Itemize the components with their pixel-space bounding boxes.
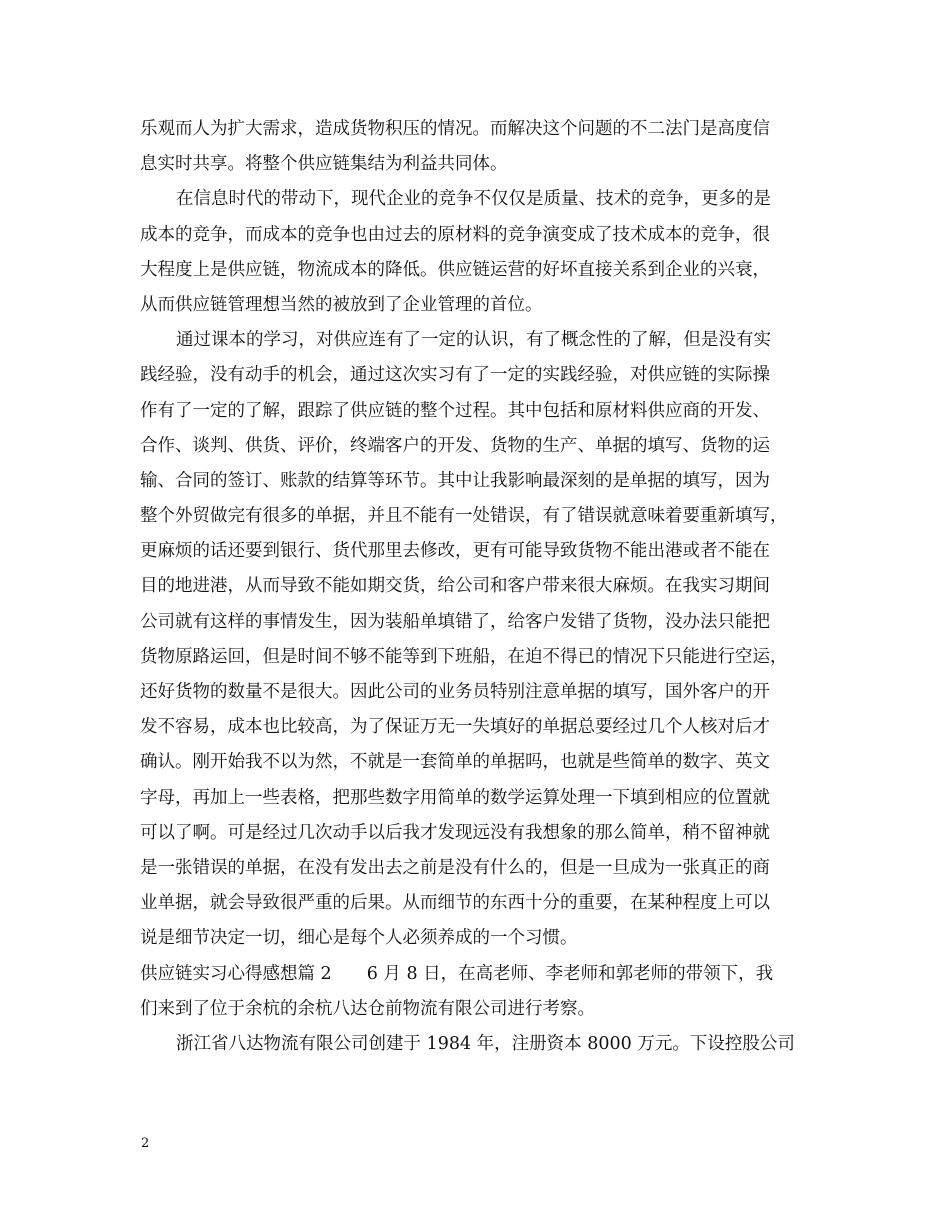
text-line: 可以了啊。可是经过几次动手以后我才发现远没有我想象的那么简单，稍不留神就	[140, 822, 770, 843]
text-line: 作有了一定的了解，跟踪了供应链的整个过程。其中包括和原材料供应商的开发、	[140, 400, 770, 421]
text-line: 乐观而人为扩大需求，造成货物积压的情况。而解决这个问题的不二法门是高度信	[140, 119, 770, 139]
text-line: 说是细节决定一切，细心是每个人必须养成的一个习惯。	[140, 928, 578, 949]
text-line: 通过课本的学习，对供应连有了一定的认识，有了概念性的了解，但是没有实	[176, 330, 771, 351]
text-line: 践经验，没有动手的机会，通过这次实习有了一定的实践经验，对供应链的实际操	[140, 365, 770, 386]
text-line: 整个外贸做完有很多的单据，并且不能有一处错误，有了错误就意味着要重新填写，	[140, 506, 788, 527]
text-line: 字母，再加上一些表格，把那些数字用简单的数学运算处理一下填到相应的位置就	[140, 787, 770, 808]
text-line: 还好货物的数量不是很大。因此公司的业务员特别注意单据的填写，国外客户的开	[140, 682, 770, 702]
text-line: 更麻烦的话还要到银行、货代那里去修改，更有可能导致货物不能出港或者不能在	[140, 541, 770, 562]
text-line: 是一张错误的单据，在没有发出去之前是没有什么的，但是一旦成为一张真正的商	[140, 857, 770, 878]
text-line: 业单据，就会导致很严重的后果。从而细节的东西十分的重要，在某种程度上可以	[140, 893, 770, 914]
text-line: 大程度上是供应链，物流成本的降低。供应链运营的好坏直接关系到企业的兴衰，	[140, 259, 770, 280]
text-line: 货物原路运回，但是时间不够不能等到下班船，在迫不得已的情况下只能进行空运，	[140, 646, 788, 667]
text-line: 目的地进港，从而导致不能如期交货，给公司和客户带来很大麻烦。在我实习期间	[140, 576, 770, 597]
text-line: 输、合同的签订、账款的结算等环节。其中让我影响最深刻的是单据的填写，因为	[140, 470, 770, 491]
text-line: 供应链实习心得感想篇 2 6 月 8 日，在高老师、李老师和郭老师的带领下，我	[140, 963, 774, 984]
text-line: 合作、谈判、供货、评价，终端客户的开发、货物的生产、单据的填写、货物的运	[140, 435, 770, 456]
text-line: 成本的竞争，而成本的竞争也由过去的原材料的竞争演变成了技术成本的竞争，很	[140, 224, 770, 245]
body-text	[140, 112, 840, 1062]
page-number: 2	[141, 1136, 150, 1151]
text-line: 确认。刚开始我不以为然，不就是一套简单的单据吗，也就是些简单的数字、英文	[140, 752, 770, 773]
text-line: 们来到了位于余杭的余杭八达仓前物流有限公司进行考察。	[140, 998, 595, 1019]
text-line: 公司就有这样的事情发生，因为装船单填错了，给客户发错了货物，没办法只能把	[140, 611, 770, 632]
text-line: 在信息时代的带动下，现代企业的竞争不仅仅是质量、技术的竞争，更多的是	[176, 189, 771, 210]
text-line: 从而供应链管理想当然的被放到了企业管理的首位。	[140, 294, 543, 315]
text-line: 息实时共享。将整个供应链集结为利益共同体。	[140, 154, 508, 175]
text-line: 浙江省八达物流有限公司创建于 1984 年，注册资本 8000 万元。下设控股公司	[176, 1033, 795, 1054]
text-line: 发不容易，成本也比较高，为了保证万无一失填好的单据总要经过几个人核对后才	[140, 717, 770, 738]
